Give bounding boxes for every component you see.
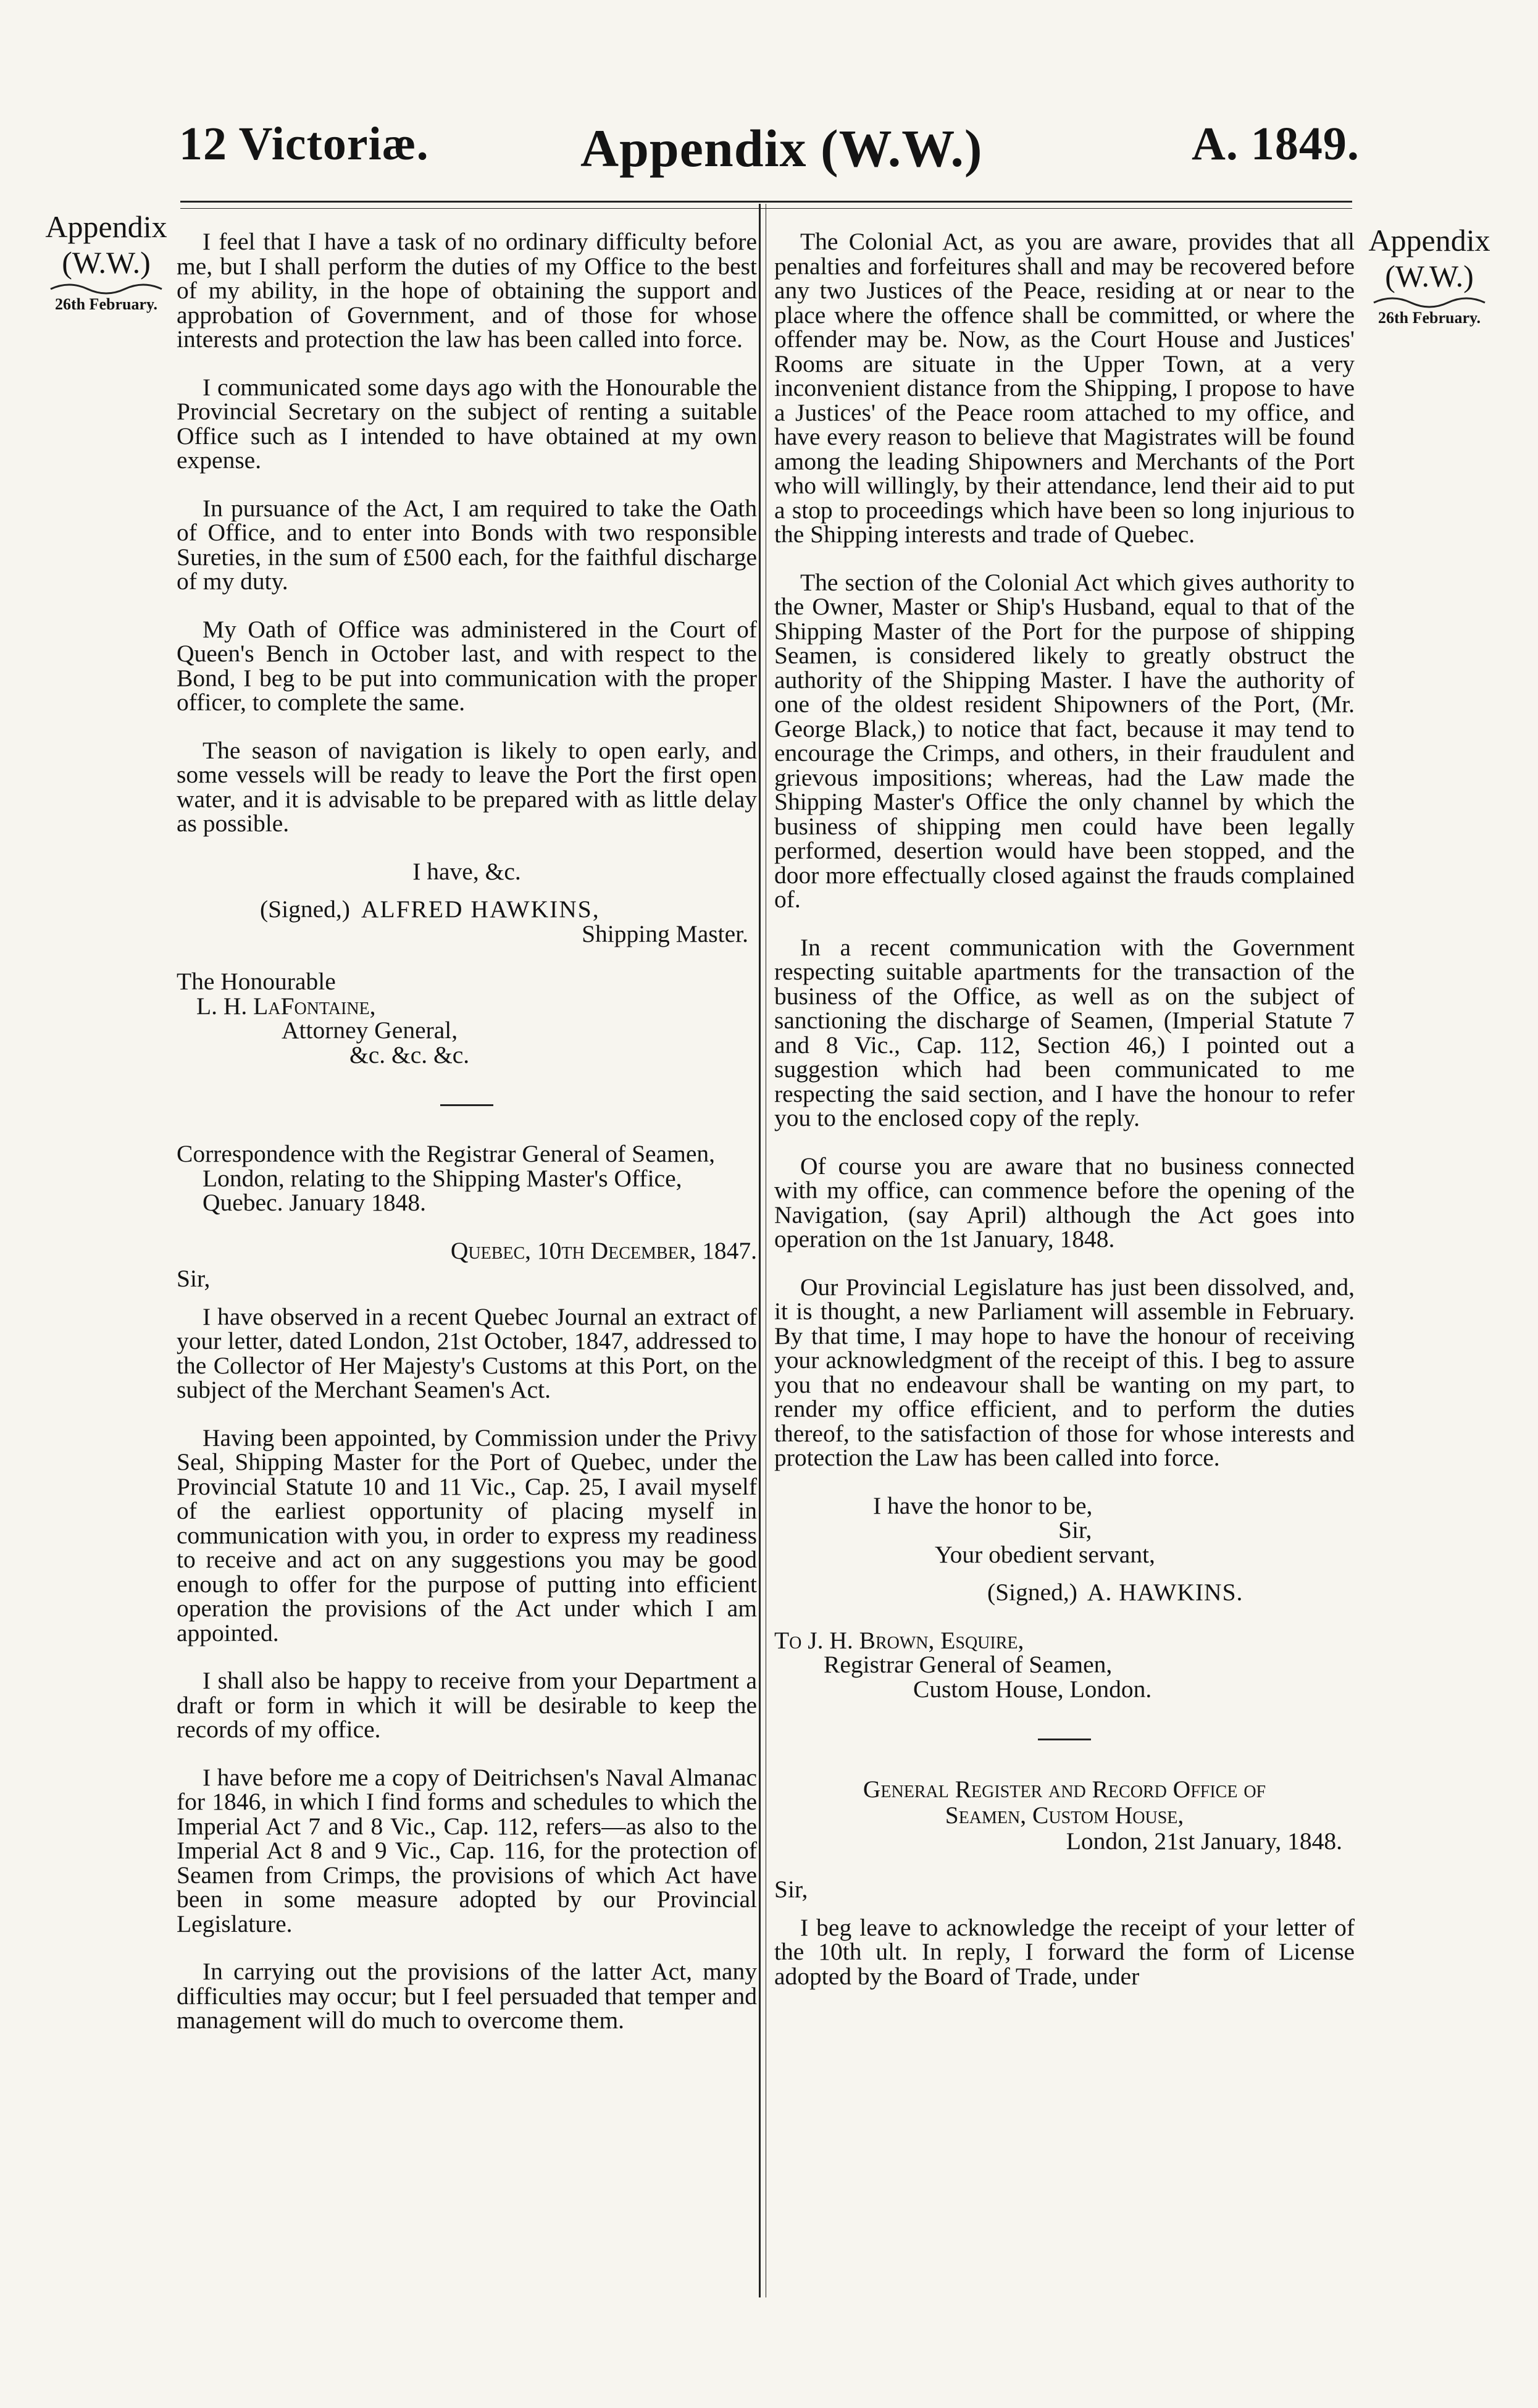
- paragraph: I feel that I have a task of no ordinary difficulty before me, but I shall perform the duties of my Office to the best of my ability, in the hope of obtaining the support and approbation of Government, and of those for whose interests and protection the law has been called into force.: [177, 228, 757, 353]
- addressee-line: &c. &c. &c.: [349, 1041, 470, 1068]
- paragraph: Having been appointed, by Commission under the Privy Seal, Shipping Master for the Port of Quebec, under the Provincial Statute 10 and 11 Vic., Cap. 25, I avail myself of the earliest opportunity of placing myself in communication with you, in order to express my readiness to receive and act on any suggestions you may be good enough to offer for the purpose of putting into efficient operation the provisions of the Act under which I am appointed.: [177, 1424, 757, 1647]
- addressee-line: Attorney General,: [282, 1017, 458, 1044]
- paragraph: The season of navigation is likely to open early, and some vessels will be ready to leave the Port the first open water, and it is advisable to be prepared with as little delay as possible.: [177, 736, 757, 837]
- right-column: [774, 230, 1355, 2012]
- column-divider: [759, 204, 761, 2297]
- dateline: [177, 1236, 757, 1264]
- addressee-line: L. H. LaFontaine,: [196, 992, 376, 1020]
- addressee-line: Registrar General of Seamen,: [824, 1651, 1113, 1678]
- paragraph: My Oath of Office was administered in the Court of Queen's Bench in October last, and with respect to the Bond, I beg to be put into communication with the proper officer, to complete the same.: [177, 615, 757, 716]
- margin-date: 26th February.: [1377, 309, 1481, 327]
- signatory-name: A. HAWKINS.: [1087, 1579, 1243, 1606]
- paragraph: Our Provincial Legislature has just been dissolved, and, it is thought, a new Parliament will assemble in February. By that time, I may hope to have the honour of receiving your acknowledgment of the receipt of this. I beg to assure you that no endeavour shall be wanting on my part, to render my office efficient, and to perform the duties thereof, to the satisfaction of those for whose interests and protection the Law has been called into force.: [774, 1273, 1355, 1471]
- dateline-text: Quebec, 10th December, 1847.: [450, 1236, 757, 1264]
- flourish-icon: [38, 280, 174, 295]
- paragraph: In carrying out the provisions of the latter Act, many difficulties may occur; but I feel persuaded that temper and management will do much to overcome them.: [177, 1958, 757, 2034]
- paragraph: In a recent communication with the Government respecting suitable apartments for the transaction of the business of the Office, as well as on the subject of sanctioning the discharge of Seamen, (Imperial Statute 7 and 8 Vic., Cap. 112, Section 46,) I pointed out a suggestion which had been communicated to me respecting the said section, and I have the honour to refer you to the enclosed copy of the reply.: [774, 933, 1355, 1131]
- paragraph: The Colonial Act, as you are aware, provides that all penalties and forfeitures shall and may be recovered before any two Justices of the Peace, residing at or near to the place where the offence shall be committed, or where the offender may be. Now, as the Court House and Justices' Rooms are situate in the Upper Town, at a very inconvenient distance from the Shipping, I propose to have a Justices' of the Peace room attached to my office, and have every reason to believe that Magistrates will be found among the leading Shipowners and Merchants of the Port who will willingly, by their attendance, lend their aid to put a stop to proceedings which have been so long injurious to the Shipping interests and trade of Quebec.: [774, 228, 1355, 548]
- addressee-line: To J. H. Brown, Esquire,: [774, 1626, 1024, 1654]
- margin-appendix-code: (W.W.): [1385, 259, 1474, 293]
- header-session: 12 Victoriæ.: [179, 118, 429, 170]
- margin-date: 26th February.: [54, 295, 158, 313]
- margin-appendix-label: Appendix: [1368, 223, 1490, 258]
- margin-note-right: [1358, 222, 1500, 327]
- margin-appendix-code: (W.W.): [62, 245, 151, 280]
- header-year: A. 1849.: [1192, 118, 1360, 170]
- section-heading: Correspondence with the Registrar General of Seamen, London, relating to the Shipping Master's Office, Quebec. January 1848.: [177, 1140, 715, 1216]
- paragraph: I beg leave to acknowledge the receipt of your letter of the 10th ult. In reply, I forward the form of License adopted by the Board of Trade, under: [774, 1913, 1355, 1990]
- paragraph: I have observed in a recent Quebec Journal an extract of your letter, dated London, 21st October, 1847, addressed to the Collector of Her Majesty's Customs at this Port, on the subject of the Merchant Seamen's Act.: [177, 1303, 757, 1403]
- office-dateline: London, 21st January, 1848.: [1066, 1827, 1342, 1855]
- addressee-line: The Honourable: [177, 968, 336, 995]
- closing-line: Sir,: [1058, 1516, 1092, 1543]
- left-column: [177, 230, 757, 2057]
- signed-label: (Signed,): [260, 896, 350, 923]
- salutation: Sir,: [774, 1876, 808, 1903]
- signatory-role: Shipping Master.: [582, 920, 748, 947]
- paragraph: I have before me a copy of Deitrichsen's Naval Almanac for 1846, in which I find forms and schedules to which the Imperial Act 7 and 8 Vic., Cap. 112, refers—as also to the Imperial Act 8 and 9 Vic., Cap. 116, for the protection of Seamen from Crimps, the provisions of which Act have been in some measure adopted by our Provincial Legislature.: [177, 1763, 757, 1937]
- closing-line: I have the honor to be,: [873, 1491, 1093, 1519]
- closing-block: [774, 1491, 1355, 1568]
- signature-block: [774, 1580, 1355, 1605]
- flourish-icon: [1358, 294, 1500, 309]
- paragraph: I communicated some days ago with the Honourable the Provincial Secretary on the subject of renting a suitable Office such as I intended to have obtained at my own expense.: [177, 373, 757, 474]
- closing-line: Your obedient servant,: [935, 1540, 1155, 1568]
- paragraph: The section of the Colonial Act which gives authority to the Owner, Master or Ship's Husband, equal to that of the Shipping Master of the Port for the purpose of shipping Seamen, is considered likely to greatly obstruct the authority of the Shipping Master. I have the authority of one of the oldest resident Shipowners of the Port, (Mr. George Black,) to notice that fact, because it may tend to encourage the Crimps, and others, in their fraudulent and grievous impositions; whereas, had the Law made the Shipping Master's Office the only channel by which the business of shipping men could have been legally performed, desertion would have been stopped, and the door more effectually closed against the frauds complained of.: [774, 568, 1355, 913]
- paragraph: In pursuance of the Act, I am required to take the Oath of Office, and to enter into Bonds with two responsible Sureties, in the sum of £500 each, for the faithful discharge of my duty.: [177, 494, 757, 595]
- addressee-block: [177, 970, 757, 1067]
- office-heading: [774, 1776, 1355, 1854]
- closing-line: I have, &c.: [412, 857, 521, 885]
- office-line: General Register and Record Office of: [863, 1776, 1266, 1803]
- signature-block: [177, 897, 757, 946]
- header-rule-thin: [180, 208, 1352, 209]
- signed-label: (Signed,): [987, 1579, 1077, 1606]
- addressee-block: [774, 1626, 1355, 1703]
- signatory-name: ALFRED HAWKINS,: [361, 896, 600, 923]
- margin-appendix-label: Appendix: [45, 209, 167, 244]
- section-divider: [440, 1104, 493, 1106]
- header-title: Appendix (W.W.): [580, 119, 983, 178]
- paragraph: Of course you are aware that no business connected with my office, can commence before the opening of the Navigation, (say April) although the Act goes into operation on the 1st January, 1848.: [774, 1152, 1355, 1252]
- section-divider: [1038, 1739, 1091, 1740]
- office-line: Seamen, Custom House,: [945, 1802, 1184, 1829]
- header-rule-thick: [180, 201, 1352, 203]
- addressee-line: Custom House, London.: [913, 1675, 1152, 1703]
- paragraph: I shall also be happy to receive from your Department a draft or form in which it will be desirable to keep the records of my office.: [177, 1667, 757, 1743]
- margin-note-left: [38, 209, 174, 314]
- salutation: Sir,: [177, 1265, 211, 1292]
